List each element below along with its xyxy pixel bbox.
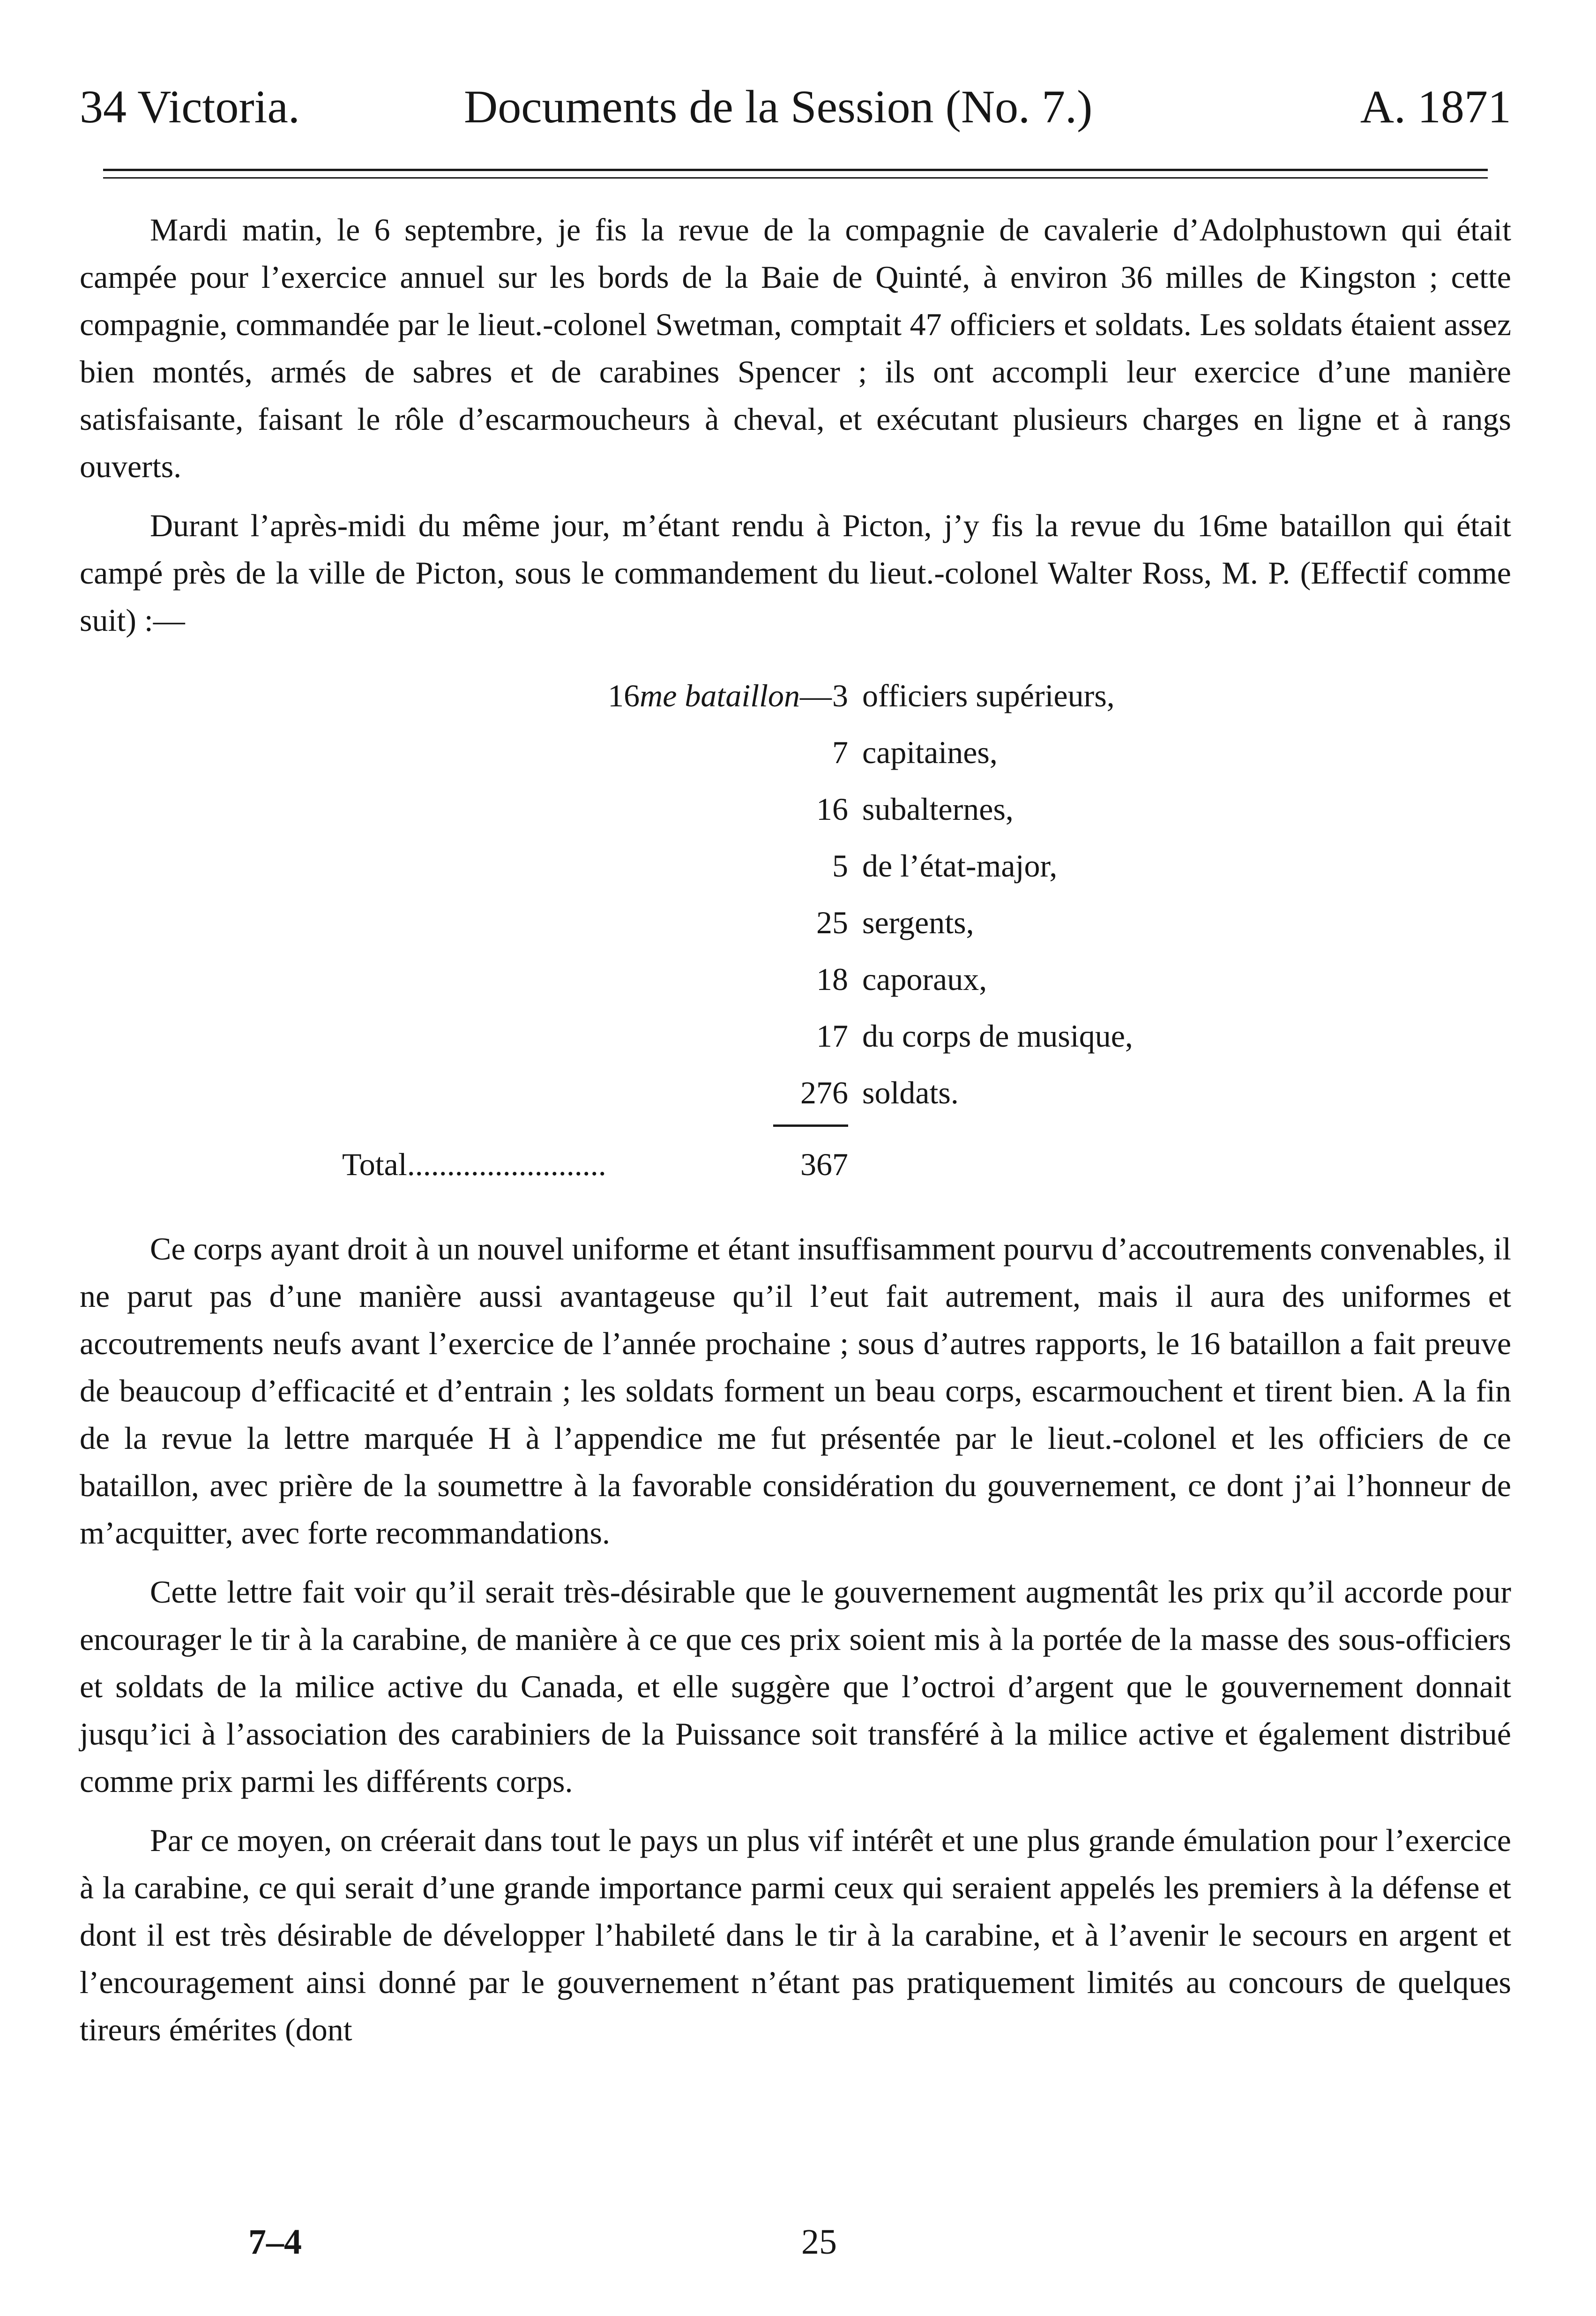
roster-count: 18 <box>816 961 848 997</box>
total-value: 367 <box>800 1147 848 1182</box>
paragraph-rifle-prizes: Cette lettre fait voir qu’il serait très-désirable que le gouvernement augmentât les prix qu’il accorde pour encourager le tir à la carabine, de manière à ce que ces prix soient mis à la portée de la masse des sous-officiers et soldats de la milice active du Canada, et elle suggère que l’octroi d’argent que le gouvernement donnait jusqu’ici à l’association des carabiniers de la Puissance soit transféré à la milice active et également distribué comme prix parmi les différents corps. <box>80 1574 1511 1799</box>
roster-count: 276 <box>800 1075 848 1110</box>
document-page <box>80 70 1511 2273</box>
header-volume: 34 Victoria. <box>80 81 300 133</box>
roster-label: du corps de musique, <box>862 1018 1133 1054</box>
roster-label: caporaux, <box>862 961 987 997</box>
header-rule-thin <box>103 177 1488 179</box>
page-footer <box>80 2222 1511 2273</box>
header-rule <box>103 164 1488 183</box>
roster-count: 16 <box>816 791 848 827</box>
roster-count: 7 <box>832 735 848 770</box>
roster-label: soldats. <box>862 1075 959 1110</box>
unit-number: 16 <box>608 678 640 713</box>
header-year: A. 1871 <box>1360 81 1511 133</box>
roster-row <box>80 842 1511 890</box>
roster-row <box>80 956 1511 1003</box>
paragraph-marksmanship: Par ce moyen, on créerait dans tout le pays un plus vif intérêt et une plus grande émulation pour l’exercice à la carabine, ce qui serait d’une grande importance parmi ceux qui seraient appelés les premiers à la défense et dont il est très désirable de développer l’habileté dans le tir à la carabine, et à l’avenir le secours en argent et l’encouragement ainsi donné par le gouvernement n’étant pas pratiquement limités au concours de quelques tireurs émérites (dont <box>80 1822 1511 2047</box>
unit-suffix: me bataillon <box>640 678 800 713</box>
unit-dash: — <box>800 678 832 713</box>
roster-row <box>80 1069 1511 1117</box>
roster-count: 17 <box>816 1018 848 1054</box>
roster-label: capitaines, <box>862 735 998 770</box>
paragraph-uniforms: Ce corps ayant droit à un nouvel uniforme et étant insuffisamment pourvu d’accoutrements convenables, il ne parut pas d’une manière aussi avantageuse qu’il l’eut fait autrement, mais il aura des uniformes et accoutrements neufs avant l’exercice de l’année prochaine ; sous d’autres rapports, le 16 bataillon a fait preuve de beaucoup d’efficacité et d’entrain ; les soldats forment un beau corps, escarmouchent et tirent bien. A la fin de la revue la lettre marquée H à l’appendice me fut présentée par le lieut.-colonel et les officiers de ce bataillon, avec prière de la soumettre à la favorable considération du gouvernement, ce dont j’ai l’honneur de m’acquitter, avec forte recommandations. <box>80 1231 1511 1551</box>
header-rule-thick <box>103 169 1488 171</box>
roster-count: 3 <box>832 678 848 713</box>
header-title: Documents de la Session (No. 7.) <box>464 81 1093 133</box>
roster-label: sergents, <box>862 905 974 940</box>
signature-mark: 7–4 <box>248 2222 302 2262</box>
roster-label: subalternes, <box>862 791 1014 827</box>
total-row <box>80 1141 1511 1188</box>
roster-row <box>80 899 1511 946</box>
roster-row <box>80 729 1511 776</box>
document-body <box>80 206 1511 2065</box>
page-number: 25 <box>801 2222 837 2262</box>
paragraph-picton-review: Durant l’après-midi du même jour, m’étant rendu à Picton, j’y fis la revue du 16me bataillon qui était campé près de la ville de Picton, sous le commandement du lieut.-colonel Walter Ross, M. P. (Effectif comme suit) :— <box>80 508 1511 638</box>
roster-row <box>80 1012 1511 1060</box>
roster-label: officiers supérieurs, <box>862 678 1115 713</box>
roster-row <box>80 672 1511 720</box>
total-label: Total......................... <box>342 1147 606 1182</box>
roster-row <box>80 786 1511 833</box>
total-rule <box>773 1124 848 1127</box>
roster-label: de l’état-major, <box>862 848 1058 884</box>
roster-count: 25 <box>816 905 848 940</box>
roster-count: 5 <box>832 848 848 884</box>
effective-strength-table <box>80 672 1511 1225</box>
paragraph-cavalry-review: Mardi matin, le 6 septembre, je fis la revue de la compagnie de cavalerie d’Adolphustown qui était campée pour l’exercice annuel sur les bords de la Baie de Quinté, à environ 36 milles de Kingston ; cette compagnie, commandée par le lieut.-colonel Swetman, comptait 47 officiers et soldats. Les soldats étaient assez bien montés, armés de sabres et de carabines Spencer ; ils ont accompli leur exercice d’une manière satisfaisante, faisant le rôle d’escarmoucheurs à cheval, et exécutant plusieurs charges en ligne et à rangs ouverts. <box>80 212 1511 484</box>
running-header <box>80 70 1511 136</box>
